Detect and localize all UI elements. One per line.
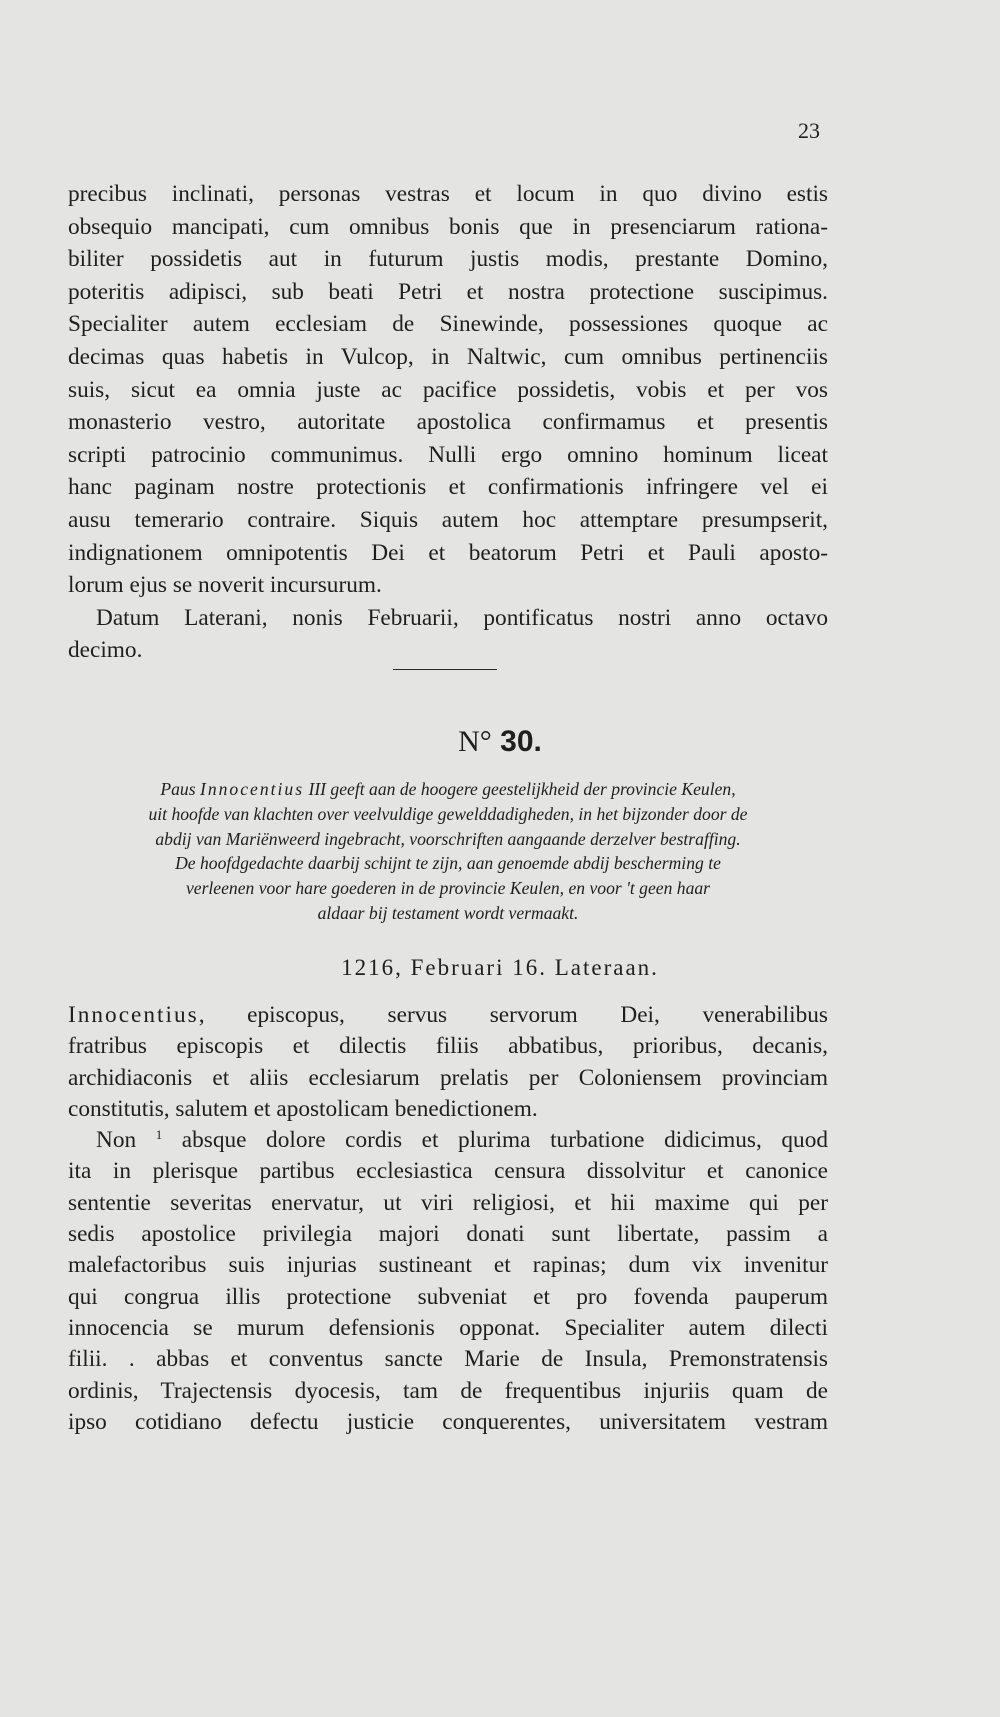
- text-line: archidiaconis et aliis ecclesiarum prelatis per Coloniensem provinciam: [68, 1064, 828, 1091]
- summary-lead: Paus: [160, 779, 200, 799]
- opening-rest: , episcopus, servus servorum Dei, venerabilibus: [198, 1002, 828, 1028]
- summary-line: verleenen voor hare goederen in de provincie Keulen, en voor 't geen haar: [185, 878, 711, 899]
- text-line: sedis apostolice privilegia majori donati sunt libertate, passim a: [68, 1221, 828, 1248]
- text-line: malefactoribus suis injurias sustineant et rapinas; dum vix invenitur: [68, 1252, 828, 1279]
- text-line: decimas quas habetis in Vulcop, in Naltwic, cum omnibus pertinenciis: [68, 343, 828, 370]
- text-line: constitutis, salutem et apostolicam benedictionem.: [68, 1095, 538, 1122]
- text-line: ordinis, Trajectensis dyocesis, tam de frequentibus injuriis quam de: [68, 1377, 828, 1404]
- text-line: ausu temerario contraire. Siquis autem hoc attemptare presumpserit,: [68, 506, 828, 533]
- summary-line1-rest: III geeft aan de hoogere geestelijkheid der provincie Keulen,: [304, 779, 736, 799]
- footnote-mark: 1: [155, 1127, 163, 1143]
- text-line: precibus inclinati, personas vestras et locum in quo divino estis: [68, 181, 828, 207]
- text-line: Specialiter autem ecclesiam de Sinewinde, possessiones quoque ac: [68, 311, 828, 338]
- opening-name: Innocentius: [68, 1002, 199, 1028]
- document-summary: [70, 777, 826, 926]
- text-line: ipso cotidiano defectu justicie conquerentes, universitatem vestram: [68, 1408, 828, 1435]
- text-line: Datum Laterani, nonis Februarii, pontificatus nostri anno octavo: [96, 604, 828, 631]
- summary-line: uit hoofde van klachten over veelvuldige gewelddadigheden, in het bijzonder door de: [148, 803, 748, 824]
- summary-line: aldaar bij testament wordt vermaakt.: [317, 902, 579, 923]
- text-line: biliter possidetis aut in futurum justis modis, prestante Domino,: [68, 246, 828, 273]
- text-line: qui congrua illis protectione subveniat et pro fovenda pauperum: [68, 1283, 828, 1310]
- summary-line: abdij van Mariënweerd ingebracht, voorschriften aangaande derzelver bestraffing.: [155, 828, 741, 849]
- text-line: innocencia se murum defensionis opponat. Specialiter autem dilecti: [68, 1314, 828, 1341]
- page-number: 23: [798, 118, 820, 143]
- text-line: [68, 1000, 828, 1031]
- text-line: sententie severitas enervatur, ut viri religiosi, et hii maxime qui per: [68, 1189, 828, 1216]
- text-line: suis, sicut ea omnia juste ac pacifice possidetis, vobis et per vos: [68, 376, 828, 403]
- text-line: decimo.: [68, 637, 143, 664]
- text-line: filii. . abbas et conventus sancte Marie de Insula, Premonstratensis: [68, 1346, 828, 1373]
- non-word: Non: [96, 1127, 137, 1154]
- text-line: [68, 1125, 828, 1156]
- section-divider: [393, 669, 497, 670]
- text-line: indignationem omnipotentis Dei et beatorum Petri et Pauli aposto-: [68, 539, 828, 566]
- non-rest: absque dolore cordis et plurima turbatione didicimus, quod: [162, 1127, 828, 1154]
- summary-line: [70, 777, 826, 802]
- charter-text-continued: [68, 178, 828, 667]
- text-line: fratribus episcopis et dilectis filiis abbatibus, prioribus, decanis,: [68, 1033, 828, 1060]
- text-line: monasterio vestro, autoritate apostolica confirmamus et presentis: [68, 409, 828, 436]
- text-line: hanc paginam nostre protectionis et confirmationis infringere vel ei: [68, 474, 828, 501]
- number-prefix: N°: [458, 725, 492, 758]
- text-line: lorum ejus se noverit incursurum.: [68, 572, 382, 599]
- text-line: obsequio mancipati, cum omnibus bonis que in presenciarum rationa-: [68, 213, 828, 240]
- text-line: scripti patrocinio communimus. Nulli ergo omnino hominum liceat: [68, 441, 828, 468]
- summary-line: De hoofdgedachte daarbij schijnt te zijn, aan genoemde abdij bescherming te: [175, 853, 721, 874]
- summary-pope-name: Innocentius: [199, 779, 305, 799]
- charter-text: [68, 1000, 828, 1438]
- date-place-line: 1216, Februari 16. Lateraan.: [341, 955, 659, 980]
- number-value: 30.: [500, 725, 542, 758]
- text-line: ita in plerisque partibus ecclesiastica censura dissolvitur et canonice: [68, 1158, 828, 1185]
- document-number: [0, 725, 1000, 759]
- text-line: poteritis adipisci, sub beati Petri et nostra protectione suscipimus.: [68, 278, 828, 305]
